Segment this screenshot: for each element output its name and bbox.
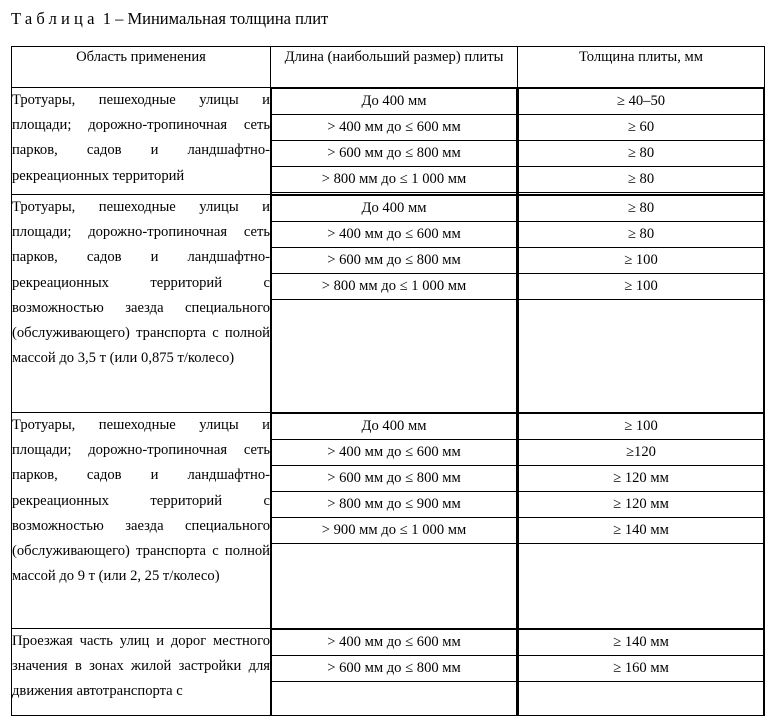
- filler-cell: [519, 544, 764, 629]
- thickness-column-cell: [518, 88, 765, 195]
- thickness-values-table: [518, 413, 764, 628]
- thickness-value: ≥ 40–50: [519, 89, 764, 115]
- table-row: [519, 492, 764, 518]
- thickness-column-cell: [518, 413, 765, 629]
- table-caption-text: 1 – Минимальная толщина плит: [98, 9, 329, 28]
- thickness-value: ≥ 80: [519, 196, 764, 222]
- table-row: [519, 89, 764, 115]
- thickness-value: ≥ 100: [519, 248, 764, 274]
- thickness-values-table: [518, 629, 764, 715]
- thickness-value: ≥ 60: [519, 115, 764, 141]
- table-row: [519, 466, 764, 492]
- table-row: [519, 630, 764, 656]
- table-row: [272, 466, 517, 492]
- filler-cell: [272, 682, 517, 716]
- length-values-table: [271, 413, 517, 628]
- table-row-filler: [519, 300, 764, 413]
- thickness-value: ≥ 120 мм: [519, 492, 764, 518]
- filler-cell: [519, 300, 764, 413]
- table-caption: [11, 8, 328, 30]
- table-row: [519, 440, 764, 466]
- table-row-filler: [519, 544, 764, 629]
- filler-cell: [272, 544, 517, 629]
- application-area-cell: [12, 629, 271, 716]
- minimum-thickness-table: [11, 46, 765, 716]
- table-row: [519, 274, 764, 300]
- table-header-row: [12, 47, 765, 88]
- table-row: [519, 656, 764, 682]
- table-header: [12, 47, 765, 88]
- table-row: [272, 274, 517, 300]
- thickness-value: ≥ 80: [519, 167, 764, 193]
- length-value: > 600 мм до ≤ 800 мм: [272, 656, 517, 682]
- column-header-length: Длина (наибольший размер) плиты: [271, 47, 518, 88]
- table-body: [12, 88, 765, 716]
- table-block-row: [12, 88, 765, 195]
- table-block-row: [12, 413, 765, 629]
- application-area-cell: [12, 195, 271, 413]
- length-values-table: [271, 629, 517, 715]
- length-column-cell: [271, 413, 518, 629]
- length-value: > 400 мм до ≤ 600 мм: [272, 115, 517, 141]
- thickness-column-cell: [518, 195, 765, 413]
- table-row: [519, 248, 764, 274]
- length-values-table: [271, 88, 517, 194]
- table-row-filler: [272, 544, 517, 629]
- table-row: [519, 196, 764, 222]
- length-column-cell: [271, 88, 518, 195]
- length-value: > 800 мм до ≤ 1 000 мм: [272, 167, 517, 193]
- length-values-table: [271, 195, 517, 412]
- table-row: [272, 492, 517, 518]
- length-value: > 400 мм до ≤ 600 мм: [272, 630, 517, 656]
- application-area-cell: [12, 88, 271, 195]
- table-row: [272, 248, 517, 274]
- length-value: > 800 мм до ≤ 1 000 мм: [272, 274, 517, 300]
- table-row-filler: [519, 682, 764, 716]
- table-block-row: [12, 195, 765, 413]
- thickness-value: ≥ 160 мм: [519, 656, 764, 682]
- length-value: До 400 мм: [272, 414, 517, 440]
- thickness-value: ≥ 80: [519, 222, 764, 248]
- table-row: [272, 89, 517, 115]
- table-row: [519, 115, 764, 141]
- length-value: > 400 мм до ≤ 600 мм: [272, 440, 517, 466]
- length-value: > 400 мм до ≤ 600 мм: [272, 222, 517, 248]
- table-row: [272, 440, 517, 466]
- thickness-value: ≥ 100: [519, 414, 764, 440]
- length-value: До 400 мм: [272, 196, 517, 222]
- table-row: [519, 141, 764, 167]
- table-row: [519, 414, 764, 440]
- length-value: До 400 мм: [272, 89, 517, 115]
- table-row: [272, 141, 517, 167]
- thickness-value: ≥ 140 мм: [519, 518, 764, 544]
- table-row: [519, 518, 764, 544]
- application-area-text: Проезжая часть улиц и дорог местного значения в зонах жилой застройки для движения автотранспорта с: [12, 633, 270, 700]
- table-row-filler: [272, 300, 517, 413]
- thickness-values-table: [518, 88, 764, 194]
- table-row: [272, 196, 517, 222]
- thickness-value: ≥120: [519, 440, 764, 466]
- filler-cell: [519, 682, 764, 716]
- table-row: [272, 518, 517, 544]
- thickness-values-table: [518, 195, 764, 412]
- length-value: > 600 мм до ≤ 800 мм: [272, 248, 517, 274]
- table-row: [272, 222, 517, 248]
- table-block-row: [12, 629, 765, 716]
- table-row: [272, 115, 517, 141]
- length-column-cell: [271, 195, 518, 413]
- thickness-value: ≥ 100: [519, 274, 764, 300]
- table-row: [519, 222, 764, 248]
- table-row: [272, 656, 517, 682]
- application-area-text: Тротуары, пешеходные улицы и площади; дорожно-тропиночная сеть парков, садов и ландшафтно-рекреационных территорий с возможностью заезда специального (обслуживающего) транспорта с полной массой до 3,5 т (или 0,875 т/колесо): [12, 199, 270, 367]
- length-value: > 900 мм до ≤ 1 000 мм: [272, 518, 517, 544]
- length-value: > 800 мм до ≤ 900 мм: [272, 492, 517, 518]
- length-value: > 600 мм до ≤ 800 мм: [272, 141, 517, 167]
- thickness-value: ≥ 80: [519, 141, 764, 167]
- length-value: > 600 мм до ≤ 800 мм: [272, 466, 517, 492]
- table-row: [272, 630, 517, 656]
- application-area-text: Тротуары, пешеходные улицы и площади; дорожно-тропиночная сеть парков, садов и ландшафтно-рекреационных территорий: [12, 92, 270, 184]
- table-row: [272, 414, 517, 440]
- application-area-cell: [12, 413, 271, 629]
- column-header-area: Область применения: [12, 47, 271, 88]
- thickness-value: ≥ 140 мм: [519, 630, 764, 656]
- table-row-filler: [272, 682, 517, 716]
- filler-cell: [272, 300, 517, 413]
- application-area-text: Тротуары, пешеходные улицы и площади; дорожно-тропиночная сеть парков, садов и ландшафтно-рекреационных территорий с возможностью заезда специального (обслуживающего) транспорта с полной массой до 9 т (или 2, 25 т/колесо): [12, 417, 270, 585]
- table-caption-label: Таблица: [11, 9, 99, 28]
- thickness-value: ≥ 120 мм: [519, 466, 764, 492]
- length-column-cell: [271, 629, 518, 716]
- column-header-thickness: Толщина плиты, мм: [518, 47, 765, 88]
- thickness-column-cell: [518, 629, 765, 716]
